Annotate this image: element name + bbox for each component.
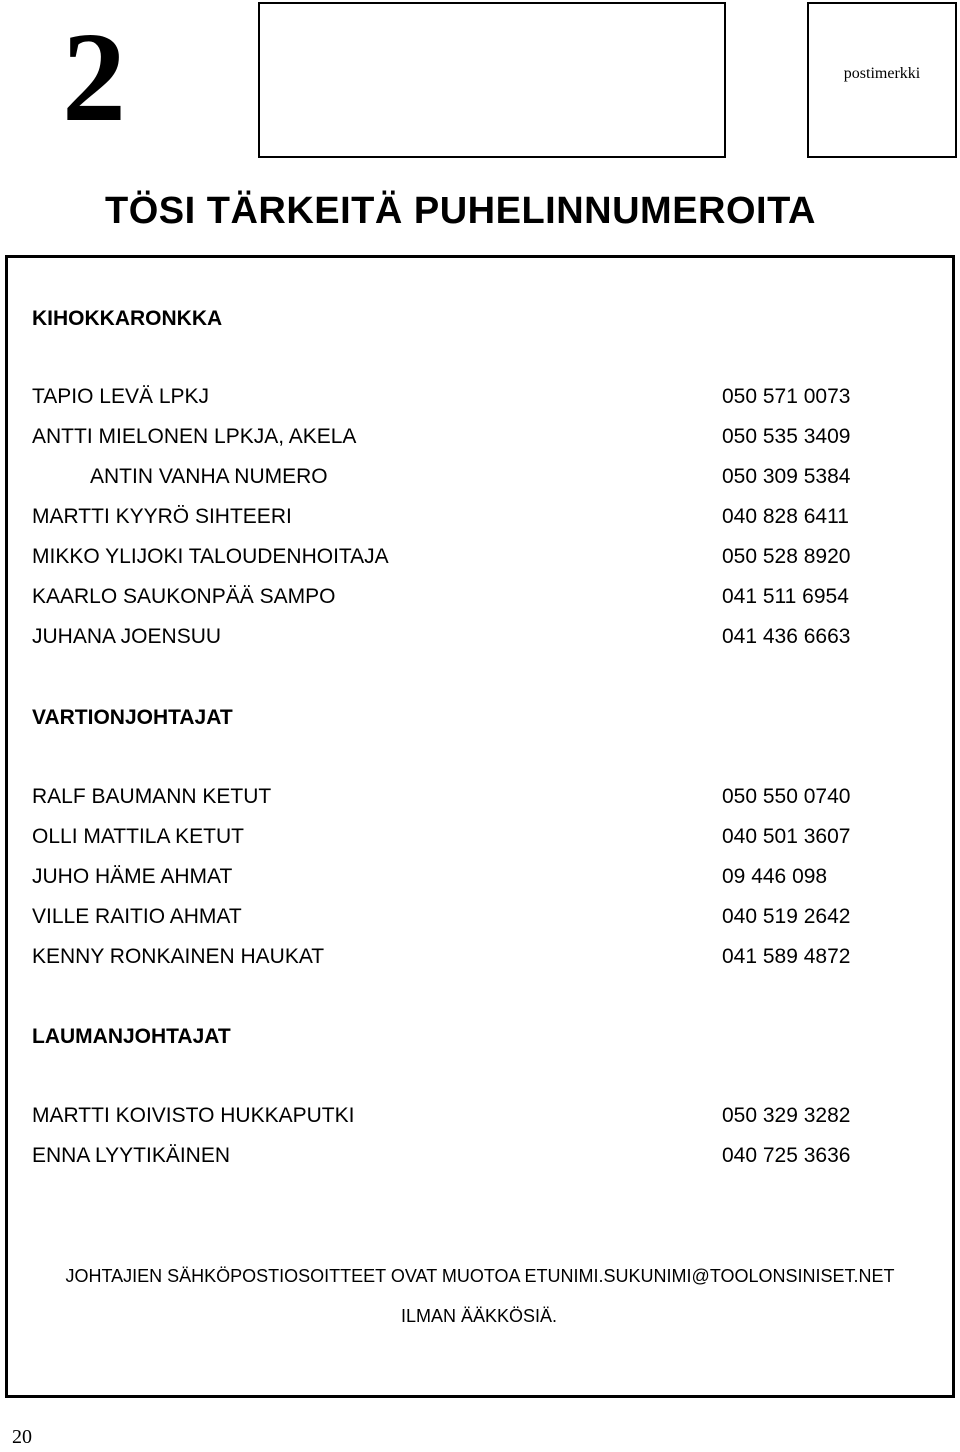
contact-name: RALF BAUMANN KETUT: [32, 785, 272, 808]
list-item: [32, 465, 872, 495]
list-item: [32, 425, 872, 455]
contact-name: ENNA LYYTIKÄINEN: [32, 1144, 231, 1167]
contact-phone: 041 436 6663: [722, 625, 851, 648]
contact-name: MARTTI KYYRÖ SIHTEERI: [32, 505, 292, 528]
list-item: [32, 945, 872, 975]
list-item: [32, 785, 872, 815]
blank-box: [258, 2, 726, 158]
list-item: [32, 625, 872, 655]
list-item: [32, 1104, 872, 1134]
email-format-note: JOHTAJIEN SÄHKÖPOSTIOSOITTEET OVAT MUOTOA ETUNIMI.SUKUNIMI@TOOLONSINISET.NET: [65, 1266, 895, 1286]
list-item: [32, 905, 872, 935]
contact-phone: 041 511 6954: [722, 585, 849, 608]
section-heading: VARTIONJOHTAJAT: [32, 706, 233, 729]
page-title: TÖSI TÄRKEITÄ PUHELINNUMEROITA: [105, 190, 816, 232]
list-item: [32, 1144, 872, 1174]
contact-phone: 050 329 3282: [722, 1104, 851, 1127]
contact-phone: 050 571 0073: [722, 385, 851, 408]
contact-name: VILLE RAITIO AHMAT: [32, 905, 242, 928]
contact-phone: 050 535 3409: [722, 425, 851, 448]
contact-phone: 050 550 0740: [722, 785, 851, 808]
contact-phone: 041 589 4872: [722, 945, 851, 968]
email-format-note-cont: ILMAN ÄÄKKÖSIÄ.: [400, 1306, 558, 1326]
list-item: [32, 825, 872, 855]
contact-name: JUHO HÄME AHMAT: [32, 865, 233, 888]
list-item: [32, 505, 872, 535]
footer-page-number: 20: [12, 1426, 32, 1448]
contact-phone: 040 828 6411: [722, 505, 849, 528]
stamp-box: [807, 2, 957, 158]
contact-name: KAARLO SAUKONPÄÄ SAMPO: [32, 585, 336, 608]
contact-phone: 09 446 098: [722, 865, 828, 888]
contact-name: JUHANA JOENSUU: [32, 625, 222, 648]
page-section-number: 2: [62, 6, 126, 148]
contact-name: OLLI MATTILA KETUT: [32, 825, 244, 848]
stamp-label: postimerkki: [843, 65, 921, 82]
list-item: [32, 385, 872, 415]
contact-phone: 040 519 2642: [722, 905, 851, 928]
contact-phone: 050 528 8920: [722, 545, 851, 568]
contact-phone: 040 725 3636: [722, 1144, 851, 1167]
contact-name: MIKKO YLIJOKI TALOUDENHOITAJA: [32, 545, 389, 568]
contact-name: MARTTI KOIVISTO HUKKAPUTKI: [32, 1104, 355, 1127]
section-heading: LAUMANJOHTAJAT: [32, 1025, 231, 1048]
contact-phone: 050 309 5384: [722, 465, 851, 488]
contact-name: ANTTI MIELONEN LPKJA, AKELA: [32, 425, 357, 448]
contact-name: TAPIO LEVÄ LPKJ: [32, 385, 210, 408]
list-item: [32, 545, 872, 575]
contact-name: KENNY RONKAINEN HAUKAT: [32, 945, 325, 968]
list-item: [32, 585, 872, 615]
contact-name: ANTIN VANHA NUMERO: [90, 465, 328, 488]
contact-phone: 040 501 3607: [722, 825, 851, 848]
section-heading: KIHOKKARONKKA: [32, 307, 223, 330]
list-item: [32, 865, 872, 895]
